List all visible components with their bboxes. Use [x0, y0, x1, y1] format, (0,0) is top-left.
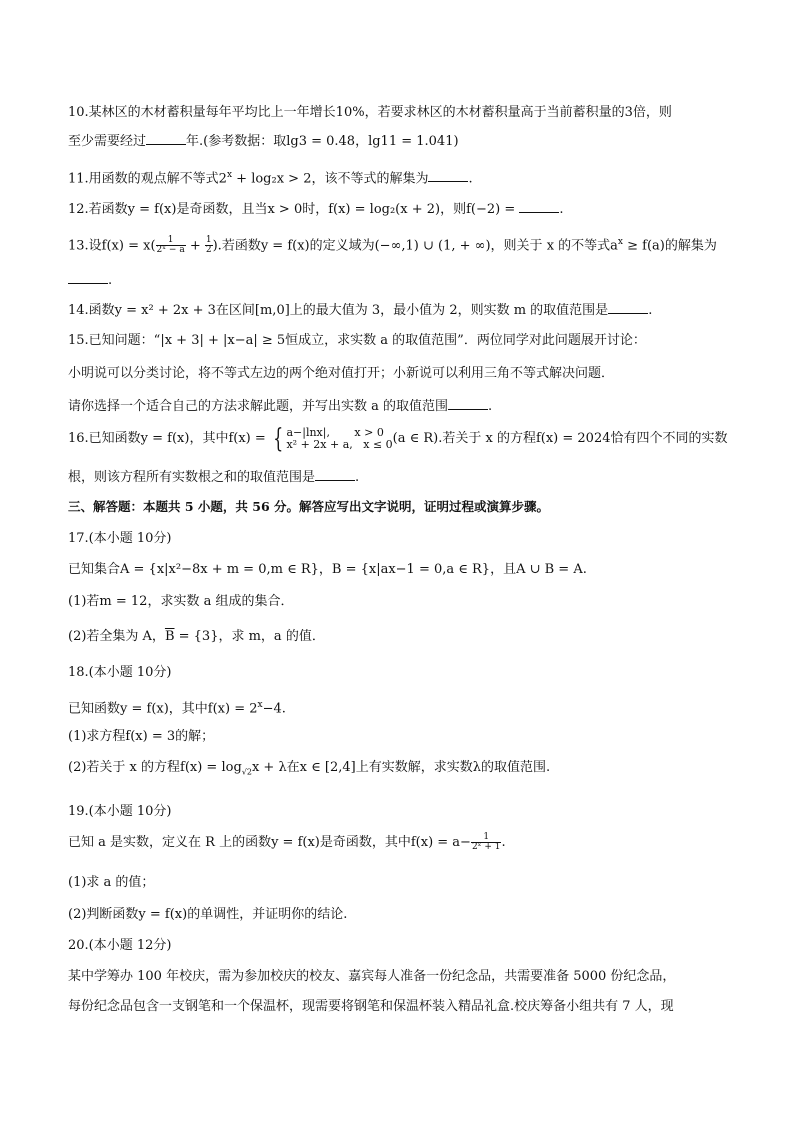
answer-blank [519, 199, 559, 213]
answer-blank [315, 467, 355, 481]
q11-text-b: + log₂x > 2，该不等式的解集为 [232, 171, 429, 187]
q14-text-a: 14.函数y = x² + 2x + 3在区间[m,0]上的最大值为 3，最小值为 2，则实数 m 的取值范围是 [68, 303, 609, 318]
q18-title: 18.(本小题 10分) [68, 665, 172, 680]
q17-p2-text-b: = {3}，求 m，a 的值． [174, 629, 325, 644]
q10-line2 [68, 131, 733, 151]
q14-line [68, 300, 733, 320]
q16-text-a: 16.已知函数y = f(x)，其中f(x) = [68, 431, 270, 446]
q18-p2-text-a: (2)若关于 x 的方程f(x) = log [68, 760, 242, 775]
q19-fraction [471, 833, 502, 852]
q15-line3 [68, 396, 733, 416]
q16-text-d: . [355, 470, 360, 485]
q17-part2 [68, 628, 733, 646]
q19-title: 19.(本小题 10分) [68, 804, 172, 819]
q13-text-c: ≥ f(a)的解集为 [623, 238, 717, 254]
q16-text-b: (a ∈ R).若关于 x 的方程f(x) = 2024恰有四个不同的实数 [392, 431, 728, 446]
q16-cases [286, 427, 392, 451]
q11-text-a: 11.用函数的观点解不等式2 [68, 171, 227, 187]
answer-blank [68, 270, 108, 284]
q13-frac1-den: 2ˣ − a [156, 245, 185, 254]
q18-stem-b: −4. [262, 701, 286, 717]
q17-part1: (1)若m = 12，求实数 a 组成的集合． [68, 594, 294, 609]
q15-text-b: . [488, 399, 493, 414]
q18-part2 [68, 759, 733, 781]
q18-p2-text-b: x + λ在x ∈ [2,4]上有实数解，求实数λ的取值范围. [251, 760, 551, 775]
q17-complement-b: $\overline{B}$ [164, 629, 175, 644]
q13-text-a: 13.设f(x) = x( [68, 238, 156, 254]
q17-p2-text-a: (2)若全集为 A， [68, 629, 165, 644]
q13-line1 [68, 230, 733, 254]
q12-text-b: . [559, 202, 564, 217]
q19-part1: (1)求 a 的值； [68, 875, 155, 890]
q13-fraction-2 [205, 236, 213, 254]
q13-plus: + [185, 238, 205, 254]
q19-stem-a: 已知 a 是实数，定义在 R 上的函数y = f(x)是奇函数，其中f(x) = a− [68, 835, 471, 850]
q20-line2: 每份纪念品包含一支钢笔和一个保温杯，现需要将钢笔和保温杯装入精品礼盒.校庆筹备小组共有 7 人，现 [68, 999, 674, 1014]
q20-title: 20.(本小题 12分) [68, 938, 172, 953]
answer-blank [146, 131, 186, 145]
q13-fraction-1 [156, 236, 186, 254]
q16-text-c: 根，则该方程所有实数根之和的取值范围是 [68, 470, 316, 485]
q10-line1: 10.某林区的木材蓄积量每年平均比上一年增长10%，若要求林区的木材蓄积量高于当前蓄积量的3倍，则 [68, 105, 672, 120]
answer-blank [448, 396, 488, 410]
q13-sup: x [617, 237, 623, 247]
q19-part2: (2)判断函数y = f(x)的单调性，并证明你的结论. [68, 907, 348, 922]
q10-text-b: 年.(参考数据：取lg3 = 0.48，lg11 = 1.041) [186, 134, 459, 149]
q18-sup: x [257, 700, 263, 710]
q16-brace: { [273, 424, 284, 454]
q10-text-a: 至少需要经过 [68, 134, 147, 149]
q11-sup: x [226, 170, 233, 180]
q17-title: 17.(本小题 10分) [68, 531, 172, 546]
q19-stem-b: . [501, 835, 506, 850]
q16-line1 [68, 424, 733, 454]
q13-frac2-num: 1 [205, 235, 212, 246]
q15-line1: 15.已知问题：“|x + 3| + |x−a| ≥ 5恒成立，求实数 a 的取值范围”．两位同学对此问题展开讨论： [68, 333, 646, 348]
q16-line2 [68, 467, 733, 487]
answer-blank [608, 300, 648, 314]
q18-stem [68, 696, 733, 718]
q15-text-a: 请你选择一个适合自己的方法求解此题，并写出实数 a 的取值范围 [68, 399, 449, 414]
q14-text-b: . [648, 303, 653, 318]
q20-line1: 某中学筹办 100 年校庆，需为参加校庆的校友、嘉宾每人准备一份纪念品，共需要准备 5000 份纪念品， [68, 969, 676, 984]
q11-line [68, 166, 733, 188]
q15-line2: 小明说可以分类讨论，将不等式左边的两个绝对值打开；小新说可以利用三角不等式解决问题． [68, 366, 615, 381]
q13-frac1-num: 1 [156, 236, 186, 246]
answer-blank [428, 168, 468, 182]
section-heading: 三、解答题：本题共 5 小题，共 56 分。解答应写出文字说明，证明过程或演算步骤。 [68, 499, 550, 514]
q12-line [68, 199, 733, 219]
q18-stem-a: 已知函数y = f(x)，其中f(x) = 2 [68, 701, 258, 717]
q18-log-base: √2 [241, 767, 252, 777]
q13-line2 [68, 270, 733, 290]
q12-text-a: 12.若函数y = f(x)是奇函数，且当x > 0时，f(x) = log₂(x + 2)，则f(−2) = [68, 202, 520, 217]
q16-case2: x² + 2x + a, x ≤ 0 [286, 437, 393, 451]
q13-line2-text: . [108, 273, 113, 288]
q18-part1: (1)求方程f(x) = 3的解； [68, 729, 215, 744]
q17-stem: 已知集合A = {x|x²−8x + m = 0,m ∈ R}，B = {x|ax−1 = 0,a ∈ R}，且A ∪ B = A. [68, 562, 587, 577]
q13-frac2-den: 2 [205, 245, 212, 254]
q19-frac-den: 2ˣ + 1 [471, 842, 501, 852]
q16-case1: a−|lnx|, x > 0 [286, 425, 384, 439]
q19-frac-num: 1 [471, 833, 502, 843]
q13-text-b: ).若函数y = f(x)的定义域为(−∞,1) ∪ (1, + ∞)，则关于 x 的不等式a [212, 238, 618, 254]
q19-stem [68, 830, 733, 856]
q11-text-c: . [468, 171, 473, 187]
